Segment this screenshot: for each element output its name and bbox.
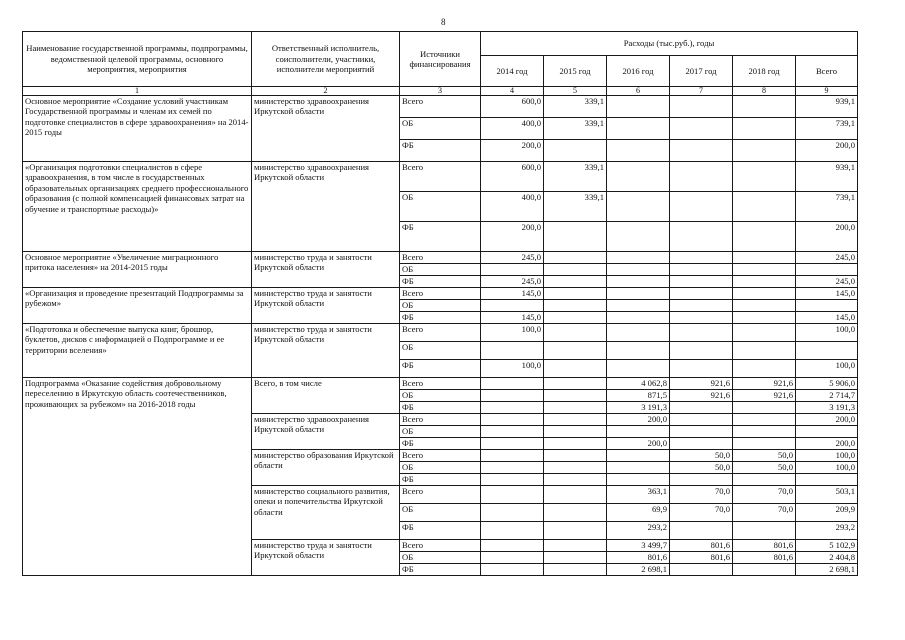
- source-cell: Всего: [400, 540, 481, 552]
- header-expenses: Расходы (тыс.руб.), годы: [481, 32, 858, 56]
- amount-cell: [544, 474, 607, 486]
- amount-cell: [481, 462, 544, 474]
- amount-cell: 145,0: [481, 288, 544, 300]
- total-cell: 2 714,7: [796, 390, 858, 402]
- amount-cell: [481, 264, 544, 276]
- total-cell: 5 906,0: [796, 378, 858, 390]
- measure-description: «Организация и проведение презентаций Подпрограммы за рубежом»: [23, 288, 252, 324]
- amount-cell: [733, 324, 796, 342]
- responsible-executor: министерство труда и занятости Иркутской области: [252, 288, 400, 324]
- total-cell: 100,0: [796, 462, 858, 474]
- source-cell: ОБ: [400, 390, 481, 402]
- source-cell: ФБ: [400, 522, 481, 540]
- source-cell: ФБ: [400, 360, 481, 378]
- amount-cell: 339,1: [544, 96, 607, 118]
- total-cell: 245,0: [796, 276, 858, 288]
- amount-cell: 245,0: [481, 276, 544, 288]
- amount-cell: 871,5: [607, 390, 670, 402]
- column-number: 3: [400, 87, 481, 96]
- source-cell: ОБ: [400, 264, 481, 276]
- amount-cell: 339,1: [544, 162, 607, 192]
- total-cell: 3 191,3: [796, 402, 858, 414]
- amount-cell: [607, 162, 670, 192]
- responsible-executor: министерство здравоохранения Иркутской области: [252, 162, 400, 252]
- amount-cell: 200,0: [607, 438, 670, 450]
- amount-cell: [607, 360, 670, 378]
- total-cell: [796, 474, 858, 486]
- amount-cell: [733, 162, 796, 192]
- amount-cell: [544, 486, 607, 504]
- amount-cell: 801,6: [607, 552, 670, 564]
- amount-cell: 50,0: [733, 462, 796, 474]
- amount-cell: 921,6: [670, 378, 733, 390]
- amount-cell: [544, 342, 607, 360]
- amount-cell: 50,0: [670, 450, 733, 462]
- amount-cell: [481, 552, 544, 564]
- header-year: 2015 год: [544, 56, 607, 87]
- total-cell: 739,1: [796, 118, 858, 140]
- amount-cell: [670, 402, 733, 414]
- amount-cell: 70,0: [733, 504, 796, 522]
- amount-cell: [670, 426, 733, 438]
- amount-cell: 200,0: [607, 414, 670, 426]
- amount-cell: [544, 252, 607, 264]
- amount-cell: [733, 222, 796, 252]
- amount-cell: 801,6: [733, 552, 796, 564]
- total-cell: 939,1: [796, 162, 858, 192]
- amount-cell: 600,0: [481, 162, 544, 192]
- amount-cell: [670, 300, 733, 312]
- amount-cell: [544, 522, 607, 540]
- source-cell: Всего: [400, 486, 481, 504]
- total-cell: [796, 264, 858, 276]
- responsible-executor: Всего, в том числе: [252, 378, 400, 414]
- amount-cell: [544, 324, 607, 342]
- responsible-executor: министерство труда и занятости Иркутской области: [252, 324, 400, 378]
- responsible-executor: министерство здравоохранения Иркутской области: [252, 414, 400, 450]
- amount-cell: 3 191,3: [607, 402, 670, 414]
- amount-cell: [607, 342, 670, 360]
- amount-cell: [670, 264, 733, 276]
- source-cell: Всего: [400, 414, 481, 426]
- amount-cell: [481, 414, 544, 426]
- total-cell: 200,0: [796, 222, 858, 252]
- source-cell: ОБ: [400, 462, 481, 474]
- amount-cell: 2 698,1: [607, 564, 670, 576]
- amount-cell: [733, 140, 796, 162]
- amount-cell: [670, 342, 733, 360]
- source-cell: ОБ: [400, 426, 481, 438]
- amount-cell: [670, 140, 733, 162]
- amount-cell: 100,0: [481, 360, 544, 378]
- total-cell: 2 404,8: [796, 552, 858, 564]
- amount-cell: [544, 360, 607, 378]
- amount-cell: [544, 402, 607, 414]
- amount-cell: [544, 312, 607, 324]
- amount-cell: [670, 276, 733, 288]
- amount-cell: 339,1: [544, 192, 607, 222]
- source-cell: ФБ: [400, 222, 481, 252]
- amount-cell: [481, 504, 544, 522]
- responsible-executor: министерство образования Иркутской области: [252, 450, 400, 486]
- amount-cell: [733, 312, 796, 324]
- amount-cell: [481, 540, 544, 552]
- amount-cell: [670, 522, 733, 540]
- source-cell: Всего: [400, 450, 481, 462]
- total-cell: 245,0: [796, 252, 858, 264]
- amount-cell: [670, 162, 733, 192]
- amount-cell: [733, 252, 796, 264]
- amount-cell: 921,6: [670, 390, 733, 402]
- amount-cell: 70,0: [670, 504, 733, 522]
- amount-cell: [607, 462, 670, 474]
- table-row: [23, 324, 858, 342]
- header-responsible: Ответственный исполнитель, соисполнители, участники, исполнители мероприятий: [252, 32, 400, 87]
- total-cell: [796, 426, 858, 438]
- amount-cell: [481, 426, 544, 438]
- table-row: [23, 96, 858, 118]
- amount-cell: [607, 450, 670, 462]
- column-number: 2: [252, 87, 400, 96]
- amount-cell: [670, 222, 733, 252]
- column-number: 6: [607, 87, 670, 96]
- amount-cell: [544, 390, 607, 402]
- amount-cell: [481, 300, 544, 312]
- table-row: [23, 378, 858, 390]
- total-cell: 100,0: [796, 360, 858, 378]
- amount-cell: [544, 438, 607, 450]
- amount-cell: [544, 140, 607, 162]
- source-cell: Всего: [400, 378, 481, 390]
- amount-cell: 100,0: [481, 324, 544, 342]
- amount-cell: 200,0: [481, 140, 544, 162]
- column-number-row: [23, 87, 858, 96]
- amount-cell: [544, 504, 607, 522]
- amount-cell: [481, 486, 544, 504]
- total-cell: 200,0: [796, 140, 858, 162]
- column-number: 7: [670, 87, 733, 96]
- measure-description: «Подготовка и обеспечение выпуска книг, брошюр, буклетов, дисков с информацией о Подпрограмме и ее территории вселения»: [23, 324, 252, 378]
- amount-cell: [481, 474, 544, 486]
- amount-cell: 801,6: [733, 540, 796, 552]
- amount-cell: [670, 252, 733, 264]
- source-cell: ФБ: [400, 402, 481, 414]
- program-description: Подпрограмма «Оказание содействия добровольному переселению в Иркутскую область соотечественников, проживающих за рубежом» на 2016-2018 годы: [23, 378, 252, 576]
- amount-cell: [544, 426, 607, 438]
- amount-cell: 363,1: [607, 486, 670, 504]
- amount-cell: [733, 342, 796, 360]
- amount-cell: [481, 450, 544, 462]
- table-row: [23, 288, 858, 300]
- header-year: 2017 год: [670, 56, 733, 87]
- amount-cell: [670, 118, 733, 140]
- column-number: 1: [23, 87, 252, 96]
- amount-cell: [481, 438, 544, 450]
- amount-cell: [481, 402, 544, 414]
- amount-cell: [481, 522, 544, 540]
- amount-cell: 600,0: [481, 96, 544, 118]
- amount-cell: [670, 438, 733, 450]
- amount-cell: [733, 438, 796, 450]
- amount-cell: [607, 276, 670, 288]
- source-cell: ОБ: [400, 192, 481, 222]
- amount-cell: [733, 474, 796, 486]
- source-cell: ФБ: [400, 474, 481, 486]
- amount-cell: 801,6: [670, 552, 733, 564]
- amount-cell: [733, 414, 796, 426]
- amount-cell: 3 499,7: [607, 540, 670, 552]
- column-number: 9: [796, 87, 858, 96]
- amount-cell: [544, 414, 607, 426]
- amount-cell: [607, 140, 670, 162]
- table-row: [23, 162, 858, 192]
- source-cell: ОБ: [400, 552, 481, 564]
- amount-cell: [607, 474, 670, 486]
- amount-cell: [733, 288, 796, 300]
- column-number: 5: [544, 87, 607, 96]
- amount-cell: [670, 564, 733, 576]
- amount-cell: [670, 414, 733, 426]
- amount-cell: 400,0: [481, 118, 544, 140]
- source-cell: Всего: [400, 288, 481, 300]
- amount-cell: [481, 564, 544, 576]
- amount-cell: [481, 390, 544, 402]
- amount-cell: [544, 540, 607, 552]
- amount-cell: [733, 426, 796, 438]
- amount-cell: [607, 118, 670, 140]
- amount-cell: 145,0: [481, 312, 544, 324]
- amount-cell: [607, 96, 670, 118]
- amount-cell: [733, 264, 796, 276]
- amount-cell: [544, 264, 607, 276]
- amount-cell: 400,0: [481, 192, 544, 222]
- amount-cell: [544, 378, 607, 390]
- amount-cell: 4 062,8: [607, 378, 670, 390]
- amount-cell: 921,6: [733, 378, 796, 390]
- amount-cell: [733, 402, 796, 414]
- measure-description: «Организация подготовки специалистов в сфере здравоохранения, в том числе в государственных образовательных организациях среднего профессионального образования (с полной компенсацией финансовых затрат на обучение и транспортные расходы)»: [23, 162, 252, 252]
- amount-cell: [670, 192, 733, 222]
- amount-cell: [733, 522, 796, 540]
- source-cell: Всего: [400, 96, 481, 118]
- amount-cell: [544, 564, 607, 576]
- amount-cell: 921,6: [733, 390, 796, 402]
- amount-cell: [733, 96, 796, 118]
- amount-cell: [670, 474, 733, 486]
- total-cell: 739,1: [796, 192, 858, 222]
- amount-cell: [733, 564, 796, 576]
- source-cell: ОБ: [400, 342, 481, 360]
- amount-cell: 293,2: [607, 522, 670, 540]
- header-total: Всего: [796, 56, 858, 87]
- amount-cell: [544, 552, 607, 564]
- amount-cell: [607, 222, 670, 252]
- amount-cell: [544, 276, 607, 288]
- measure-description: Основное мероприятие «Создание условий участникам Государственной программы и членам их семей по подготовке специалистов в сфере здравоохранения» на 2014-2015 годы: [23, 96, 252, 162]
- amount-cell: [544, 300, 607, 312]
- amount-cell: [544, 462, 607, 474]
- amount-cell: [733, 276, 796, 288]
- column-number: 4: [481, 87, 544, 96]
- source-cell: ОБ: [400, 504, 481, 522]
- source-cell: ФБ: [400, 312, 481, 324]
- total-cell: 145,0: [796, 288, 858, 300]
- column-number: 8: [733, 87, 796, 96]
- source-cell: Всего: [400, 324, 481, 342]
- amount-cell: [670, 288, 733, 300]
- amount-cell: [544, 288, 607, 300]
- amount-cell: 50,0: [670, 462, 733, 474]
- header-sources: Источники финансирования: [400, 32, 481, 87]
- source-cell: ФБ: [400, 276, 481, 288]
- amount-cell: 339,1: [544, 118, 607, 140]
- total-cell: 2 698,1: [796, 564, 858, 576]
- table-row: [23, 252, 858, 264]
- header-year: 2018 год: [733, 56, 796, 87]
- amount-cell: 70,0: [670, 486, 733, 504]
- amount-cell: [481, 378, 544, 390]
- total-cell: 145,0: [796, 312, 858, 324]
- amount-cell: [607, 324, 670, 342]
- amount-cell: 245,0: [481, 252, 544, 264]
- amount-cell: 69,9: [607, 504, 670, 522]
- amount-cell: [607, 192, 670, 222]
- amount-cell: [733, 360, 796, 378]
- amount-cell: [544, 450, 607, 462]
- source-cell: ФБ: [400, 438, 481, 450]
- total-cell: 200,0: [796, 414, 858, 426]
- header-year: 2014 год: [481, 56, 544, 87]
- source-cell: Всего: [400, 162, 481, 192]
- total-cell: 503,1: [796, 486, 858, 504]
- expenses-table: [22, 31, 858, 576]
- total-cell: 293,2: [796, 522, 858, 540]
- total-cell: 100,0: [796, 324, 858, 342]
- total-cell: 5 102,9: [796, 540, 858, 552]
- responsible-executor: министерство труда и занятости Иркутской области: [252, 252, 400, 288]
- source-cell: ФБ: [400, 140, 481, 162]
- total-cell: 209,9: [796, 504, 858, 522]
- header-name: Наименование государственной программы, подпрограммы, ведомственной целевой программы, основного мероприятия, мероприятия: [23, 32, 252, 87]
- amount-cell: [544, 222, 607, 252]
- amount-cell: [733, 300, 796, 312]
- amount-cell: 70,0: [733, 486, 796, 504]
- responsible-executor: министерство труда и занятости Иркутской области: [252, 540, 400, 576]
- amount-cell: [733, 192, 796, 222]
- amount-cell: [607, 312, 670, 324]
- amount-cell: [607, 252, 670, 264]
- amount-cell: [670, 312, 733, 324]
- amount-cell: [607, 288, 670, 300]
- total-cell: 200,0: [796, 438, 858, 450]
- source-cell: ОБ: [400, 300, 481, 312]
- amount-cell: 200,0: [481, 222, 544, 252]
- source-cell: ФБ: [400, 564, 481, 576]
- source-cell: Всего: [400, 252, 481, 264]
- amount-cell: [607, 426, 670, 438]
- total-cell: 100,0: [796, 450, 858, 462]
- amount-cell: 801,6: [670, 540, 733, 552]
- amount-cell: [670, 360, 733, 378]
- amount-cell: [607, 300, 670, 312]
- responsible-executor: министерство здравоохранения Иркутской области: [252, 96, 400, 162]
- responsible-executor: министерство социального развития, опеки и попечительства Иркутской области: [252, 486, 400, 540]
- amount-cell: [481, 342, 544, 360]
- total-cell: 939,1: [796, 96, 858, 118]
- amount-cell: [733, 118, 796, 140]
- total-cell: [796, 300, 858, 312]
- header-year: 2016 год: [607, 56, 670, 87]
- page-number: 8: [441, 17, 446, 27]
- total-cell: [796, 342, 858, 360]
- amount-cell: 50,0: [733, 450, 796, 462]
- amount-cell: [670, 324, 733, 342]
- measure-description: Основное мероприятие «Увеличение миграционного притока населения» на 2014-2015 годы: [23, 252, 252, 288]
- amount-cell: [670, 96, 733, 118]
- source-cell: ОБ: [400, 118, 481, 140]
- amount-cell: [607, 264, 670, 276]
